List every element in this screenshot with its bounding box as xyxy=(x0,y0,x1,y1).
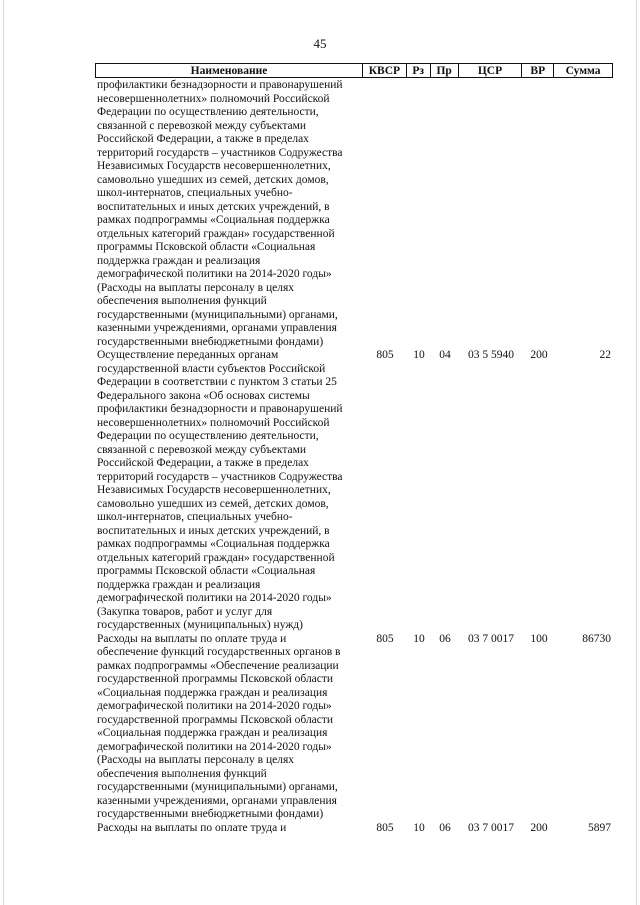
row-csr-cell: 03 7 0017 xyxy=(468,632,514,645)
row-kvsr-cell: 805 xyxy=(376,349,394,361)
column-header-name: Наименование xyxy=(96,64,363,77)
row-sum-cell: 22 xyxy=(599,349,611,361)
row-name-cell: профилактики безнадзорности и правонарушений несовершеннолетних» полномочий Российской Федерации по осуществлению деятельности, связанной с перевозкой между субъектами Российской Федерации, а также в пределах территорий государств – участников Содружества Независимых Государств несовершеннолетних, самовольно ушедших из семей, детских домов, школ-интернатов, специальных учебно- воспитательных и иных детских учреждений, в рамках подпрограммы «Социальная поддержка отдельных категорий граждан» государственной программы Псковской области «Социальная поддержка граждан и реализация демографической политики на 2014-2020 годы» (Расходы на выплаты персоналу в целях обеспечения выполнения функций государственными (муниципальными) органами, казенными учреждениями, органами управления государственными внебюджетными фондами) xyxy=(97,79,343,348)
row-vr-cell: 200 xyxy=(530,821,548,834)
row-name-cell: Расходы на выплаты по оплате труда и обеспечение функций государственных органов в рамках подпрограммы «Обеспечение реализации государственной программы Псковской области «Социальная поддержка граждан и реализация демографической политики на 2014-2020 годы» государственной программы Псковской области «Социальная поддержка граждан и реализация демографической политики на 2014-2020 годы» (Расходы на выплаты персоналу в целях обеспечения выполнения функций государственными (муниципальными) органами, казенными учреждениями, органами управления государственными внебюджетными фондами) xyxy=(97,632,341,820)
row-pr-cell: 06 xyxy=(439,632,451,645)
row-sum-cell: 5897 xyxy=(588,821,611,834)
row-rz-cell: 10 xyxy=(413,632,425,645)
row-rz-cell xyxy=(407,79,431,349)
table-row xyxy=(95,633,613,822)
row-name-cell: Осуществление переданных органам государственной власти субъектов Российской Федерации в соответствии с пунктом 3 статьи 25 Федерального закона «Об основах системы профилактики безнадзорности и правонарушений несовершеннолетних» полномочий Российской Федерации по осуществлению деятельности, связанной с перевозкой между субъектами Российской Федерации, а также в пределах территорий государств – участников Содружества Независимых Государств несовершеннолетних, самовольно ушедших из семей, детских домов, школ-интернатов, специальных учебно- воспитательных и иных детских учреждений, в рамках подпрограммы «Социальная поддержка отдельных категорий граждан» государственной программы Псковской области «Социальная поддержка граждан и реализация демографической политики на 2014-2020 годы» (Закупка товаров, работ и услуг для государственных (муниципальных) нужд) xyxy=(97,349,343,631)
table-row xyxy=(95,822,613,836)
row-kvsr-cell: 805 xyxy=(376,821,394,834)
row-vr-cell: 200 xyxy=(530,349,548,361)
row-sum-cell xyxy=(555,79,613,349)
table-header xyxy=(95,63,613,78)
row-sum-cell: 86730 xyxy=(582,632,611,645)
column-header-vr: ВР xyxy=(522,64,554,77)
scan-edge-right xyxy=(636,0,637,905)
table-row xyxy=(95,349,613,633)
column-header-kvsr: КВСР xyxy=(363,64,407,77)
row-kvsr-cell: 805 xyxy=(376,632,394,645)
row-kvsr-cell xyxy=(363,79,407,349)
column-header-pr: Пр xyxy=(431,64,459,77)
row-name-cell: Расходы на выплаты по оплате труда и xyxy=(97,821,287,834)
row-rz-cell: 10 xyxy=(413,821,425,834)
row-pr-cell: 06 xyxy=(439,821,451,834)
scan-edge-left xyxy=(3,0,4,905)
column-header-sum: Сумма xyxy=(565,65,601,77)
row-pr-cell xyxy=(431,79,459,349)
row-csr-cell: 03 5 5940 xyxy=(468,349,514,361)
row-csr-cell: 03 7 0017 xyxy=(468,821,514,834)
table-row xyxy=(95,78,613,349)
row-pr-cell: 04 xyxy=(439,349,451,361)
budget-table xyxy=(95,63,613,835)
column-header-rz: Рз xyxy=(407,64,431,77)
row-rz-cell: 10 xyxy=(413,349,425,361)
row-vr-cell: 100 xyxy=(530,632,548,645)
page-number: 45 xyxy=(313,36,327,51)
row-vr-cell xyxy=(523,79,555,349)
column-header-csr: ЦСР xyxy=(459,64,523,77)
row-csr-cell xyxy=(459,79,523,349)
